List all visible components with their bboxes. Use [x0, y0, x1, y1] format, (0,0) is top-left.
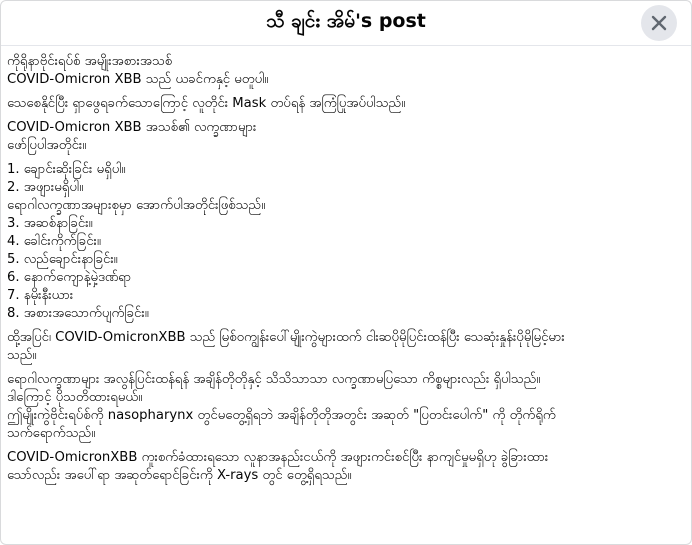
post-text-line: 2. အဖျားမရှိပါ။	[7, 180, 84, 195]
post-text-line: COVID-Omicron XBB သည် ယခင်ကနှင့် မတူပါ။	[7, 72, 269, 87]
post-paragraph	[7, 449, 679, 485]
post-text-line: 4. ခေါင်းကိုက်ခြင်း။	[7, 234, 101, 249]
post-text-line: သော်လည်း အပေါ်ရာ အဆုတ်ရောင်ခြင်းကို X-rays တွင် တွေ့ရှိရသည်။	[7, 468, 352, 483]
post-text-line: 3. အဆစ်နာခြင်း။	[7, 216, 93, 231]
close-button[interactable]	[641, 5, 677, 41]
scrollbar[interactable]	[683, 49, 689, 539]
post-text-line: သည်။	[7, 348, 37, 363]
post-paragraph	[7, 119, 679, 155]
dialog-title: သီ ချင်း အိမ်'s post	[266, 10, 426, 32]
post-paragraph	[7, 95, 679, 113]
post-paragraph	[7, 371, 679, 443]
post-paragraph	[7, 161, 679, 323]
post-text-line: သက်ရောက်သည်။	[7, 426, 96, 441]
post-text-line: ဤမျိုးကွဲဗိုင်းရပ်စ်ကို nasopharynx တွင်မတွေ့ရှိရဘဲ အချိန်တိုတိုအတွင်း အဆုတ် "ပြတင်းပေါက်" ကို တိုက်ရိုက်	[7, 408, 556, 423]
post-text-line: 7. နမိုးနီးယား	[7, 288, 74, 303]
post-paragraph	[7, 329, 679, 365]
post-text-line: ဒါကြောင့် ပိုသတိထားရမယ်။	[7, 390, 143, 405]
post-body	[1, 47, 691, 544]
post-text-line: ကိုရိုနာဗိုင်းရပ်စ် အမျိုးအစားအသစ်	[7, 54, 173, 69]
post-text-line: COVID-OmicronXBB ကူးစက်ခံထားရသော လူနာအနည်းငယ်ကို အဖျားကင်းစင်ပြီး နာကျင်မှုမရှိဟု ခွဲခြားထား	[7, 450, 549, 465]
close-icon	[649, 13, 669, 33]
post-text-line: 8. အစားအသောက်ပျက်ခြင်း။	[7, 306, 149, 321]
post-text-line: 5. လည်ချောင်းနာခြင်း။	[7, 252, 118, 267]
post-text-line: 1. ချောင်းဆိုးခြင်း မရှိပါ။	[7, 162, 126, 177]
post-text-line: ထို့အပြင်၊ COVID-OmicronXBB သည် မြစ်ဝကျွန်းပေါ်မျိုးကွဲများထက် ငါးဆပိုမိုပြင်းထန်ပြီး သေဆုံးနှုန်းပိုမိုမြင့်မား	[7, 330, 565, 345]
post-text-line: 6. နောက်ကျောနဲ့မှဲ့ဒဏ်ရာ	[7, 270, 132, 285]
post-text-line: ရောဂါလက္ခဏာအများစုမှာ အောက်ပါအတိုင်းဖြစ်သည်။	[7, 198, 266, 213]
post-text-line: ဖော်ပြပါအတိုင်း။	[7, 138, 87, 153]
post-paragraph	[7, 53, 679, 89]
post-text-line: COVID-Omicron XBB အသစ်၏ လက္ခဏာများ	[7, 120, 257, 135]
post-text-line: ရောဂါလက္ခဏာများ အလွန်ပြင်းထန်ရန် အချိန်တိုတိုနှင့် သိသိသာသာ လက္ခဏာမပြသော ကိစ္စများလည်း ရှိပါသည်။	[7, 372, 541, 387]
post-text-line: သေစေနိုင်ပြီး ရှာဖွေရခက်သောကြောင့် လူတိုင်း Mask တပ်ရန် အကြံပြုအပ်ပါသည်။	[7, 96, 406, 111]
dialog-header	[1, 1, 691, 46]
